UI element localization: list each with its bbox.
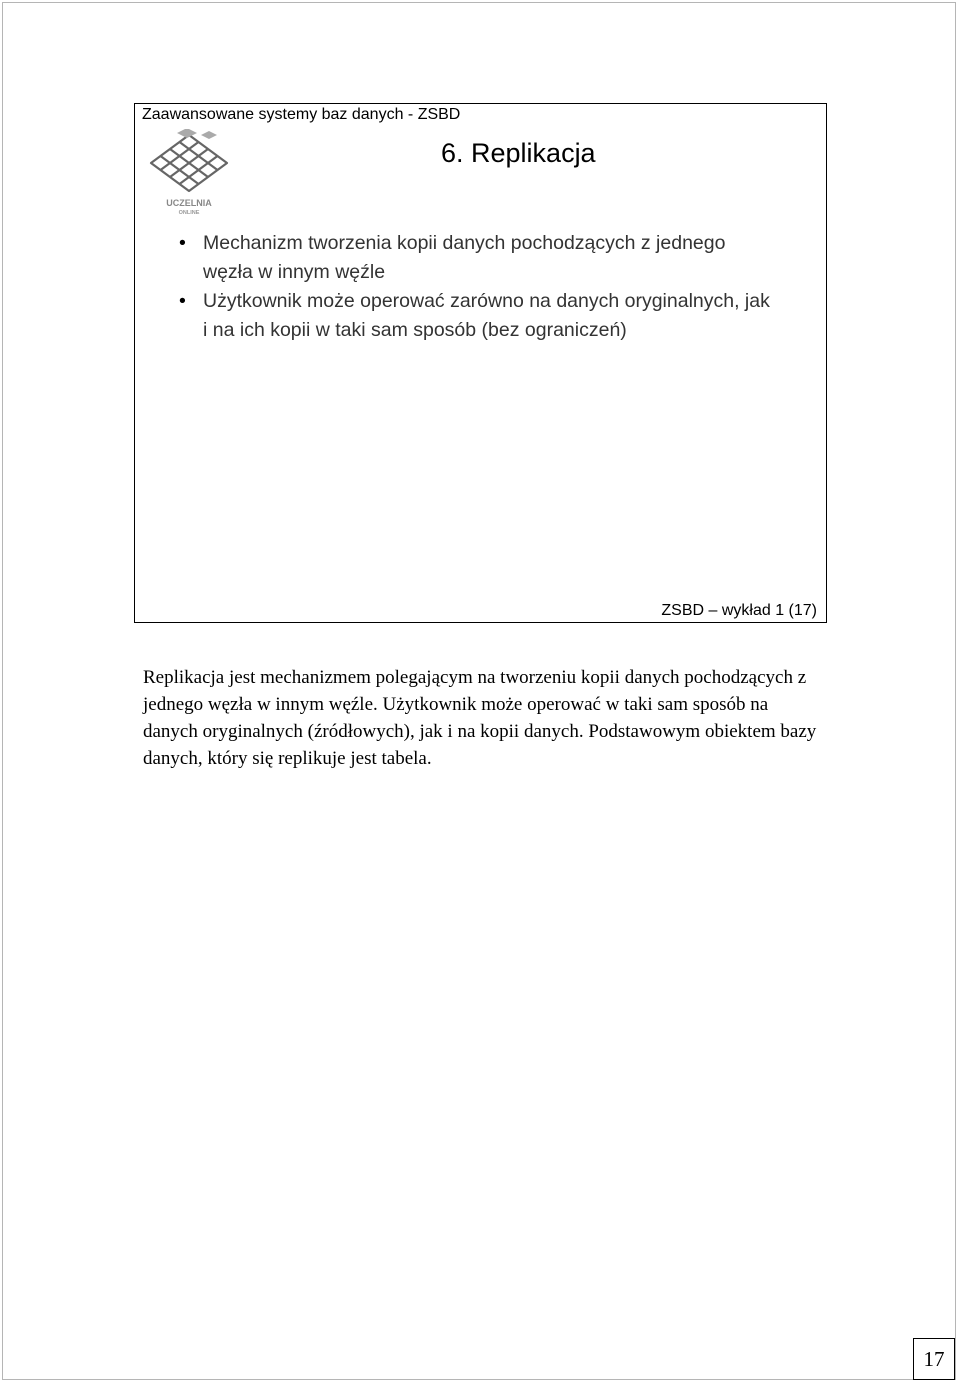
- bullet-text: Użytkownik może operować zarówno na danych oryginalnych, jak i na ich kopii w taki sam sposób (bez ograniczeń): [203, 290, 770, 341]
- bullet-item: [179, 229, 779, 287]
- slide: [134, 103, 827, 623]
- footer-lecture: wykład 1 (17): [721, 602, 817, 619]
- bullet-dot-icon: •: [179, 290, 186, 312]
- logo-text-line2: ONLINE: [178, 210, 200, 215]
- bullet-item: [179, 287, 779, 345]
- page-number: 17: [913, 1338, 955, 1380]
- university-logo-icon: [147, 129, 231, 215]
- slide-header: Zaawansowane systemy baz danych - ZSBD: [142, 106, 461, 123]
- bullet-dot-icon: •: [179, 232, 186, 254]
- slide-title: 6. Replikacja: [441, 138, 596, 168]
- bullet-text: Mechanizm tworzenia kopii danych pochodzących z jednego węzła w innym węźle: [203, 232, 726, 283]
- slide-footer: [661, 601, 817, 621]
- bullet-list: [179, 229, 779, 345]
- lecture-notes: Replikacja jest mechanizmem polegającym na tworzeniu kopii danych pochodzących z jednego węzła w innym węźle. Użytkownik może operować w taki sam sposób na danych oryginalnych (źródłowych), jak i na kopii danych. Podstawowym obiektem bazy danych, który się replikuje jest tabela.: [143, 667, 817, 769]
- footer-dash: –: [708, 602, 722, 619]
- logo-text-line1: UCZELNIA: [166, 198, 212, 208]
- footer-course: ZSBD: [661, 602, 705, 619]
